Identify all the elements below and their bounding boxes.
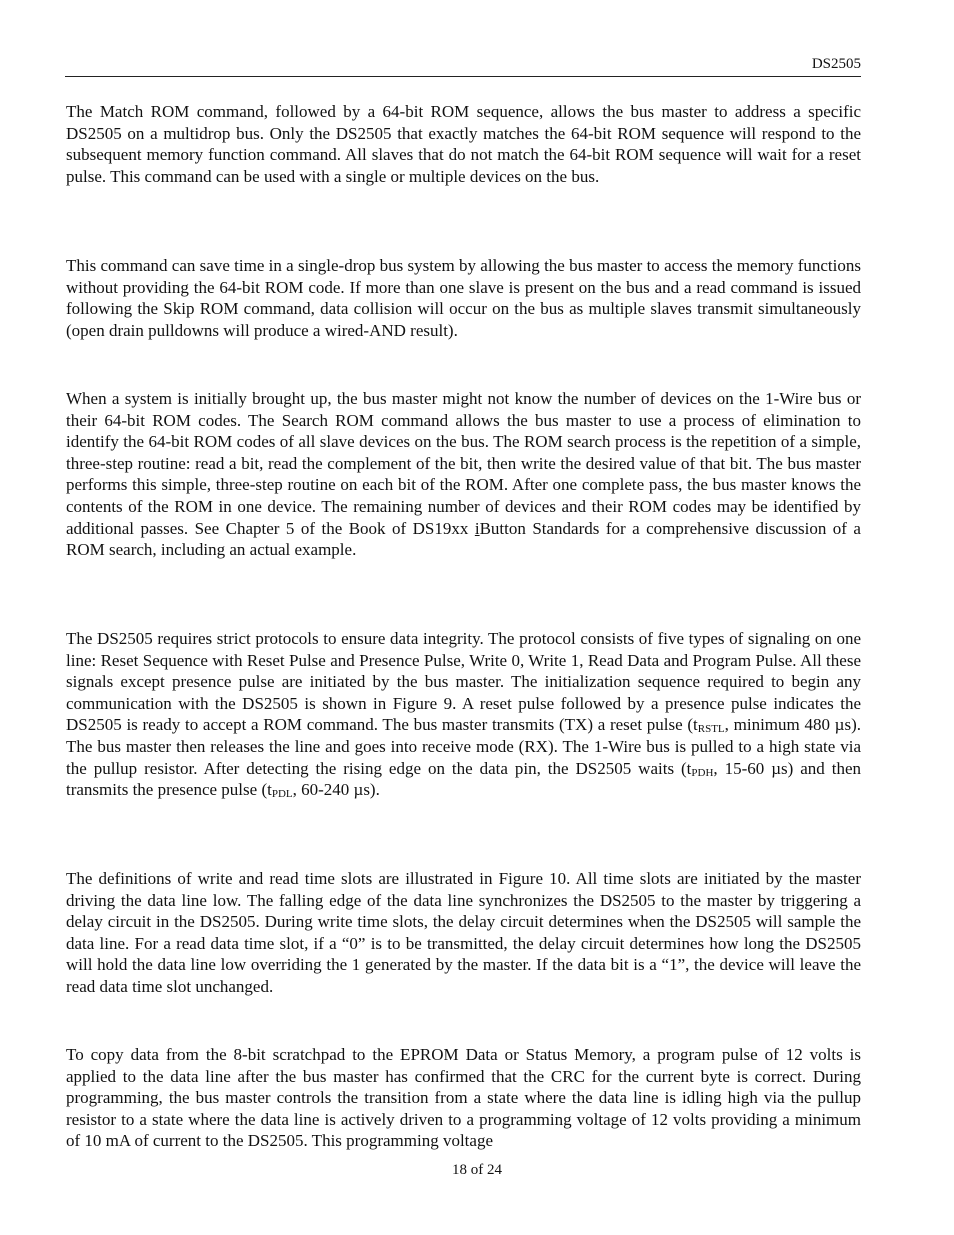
paragraph-search-rom [66, 388, 861, 561]
paragraph-skip-rom: This command can save time in a single-drop bus system by allowing the bus master to access the memory functions without providing the 64-bit ROM code. If more than one slave is present on the bus and a read command is issued following the Skip ROM command, data collision will occur on the bus as multiple slaves transmit simultaneously (open drain pulldowns will produce a wired-AND result). [66, 256, 861, 340]
paragraph-program-pulse: To copy data from the 8-bit scratchpad to the EPROM Data or Status Memory, a program pulse of 12 volts is applied to the data line after the bus master has confirmed that the CRC for the current byte is correct. During programming, the bus master controls the transition from a state where the data line is idling high via the pullup resistor to a state where the data line is actively driven to a programming voltage of 12 volts providing a minimum of 10 mA of current to the DS2505. This programming voltage [66, 1045, 861, 1151]
header-divider [65, 76, 861, 77]
document-id: DS2505 [811, 56, 861, 72]
subscript-rstl: RSTL [697, 723, 725, 736]
ibutton-underlined-letter: i [474, 518, 480, 538]
paragraph-time-slots: The definitions of write and read time slots are illustrated in Figure 10. All time slots are initiated by the master driving the data line low. The falling edge of the data line synchronizes the DS2505 to the master by triggering a delay circuit in the DS2505. During write time slots, the delay circuit determines when the DS2505 will sample the data line. For a read data time slot, if a “0” is to be transmitted, the delay circuit determines how long the DS2505 will hold the data line low overriding the 1 generated by the master. If the data bit is a “1”, the device will leave the read data time slot unchanged. [66, 869, 861, 996]
subscript-pdh: PDH [691, 766, 714, 779]
signaling-text-1: The DS2505 requires strict protocols to ensure data integrity. The protocol consists of five types of signaling on one line: Reset Sequence with Reset Pulse and Presence Pulse, Write 0, Write 1, Read Data and Program Pulse. All these signals except presence pulse are initiated by the bus master. The initialization sequence required to begin any communication with the DS2505 is shown in Figure 9. A reset pulse followed by a presence pulse indicates the DS2505 is ready to accept a ROM command. The bus master transmits (TX) a reset pulse (t [66, 629, 861, 735]
subscript-pdl: PDL [271, 788, 293, 801]
page-number: 18 of 24 [452, 1162, 502, 1178]
paragraph-match-rom: The Match ROM command, followed by a 64-bit ROM sequence, allows the bus master to address a specific DS2505 on a multidrop bus. Only the DS2505 that exactly matches the 64-bit ROM sequence will respond to the subsequent memory function command. All slaves that do not match the 64-bit ROM sequence will wait for a reset pulse. This command can be used with a single or multiple devices on the bus. [66, 102, 861, 186]
paragraph-signaling [66, 628, 861, 801]
search-rom-text: When a system is initially brought up, the bus master might not know the number of devices on the 1-Wire bus or their 64-bit ROM codes. The Search ROM command allows the bus master to use a process of elimination to identify the 64-bit ROM codes of all slave devices on the bus. The ROM search process is the repetition of a simple, three-step routine: read a bit, read the complement of the bit, then write the desired value of that bit. The bus master performs this simple, three-step routine on each bit of the ROM. After one complete pass, the bus master knows the contents of the ROM in one device. The remaining number of devices and their ROM codes may be identified by additional passes. See Chapter 5 of the Book of DS19xx [66, 389, 861, 538]
signaling-text-2: , minimum 480 µs). The bus master then releases the line and goes into receive mode (RX). The 1-Wire bus is pulled to a high state via the pullup resistor. After detecting the rising edge on the data pin, the DS2505 waits (t [66, 715, 861, 778]
signaling-text-3: , 15-60 µs) and then transmits the presence pulse (t [66, 758, 862, 800]
signaling-text-4: , 60-240 µs). [292, 780, 380, 800]
search-rom-text-end: Button Standards for a comprehensive discussion of a ROM search, including an actual example. [66, 518, 861, 560]
